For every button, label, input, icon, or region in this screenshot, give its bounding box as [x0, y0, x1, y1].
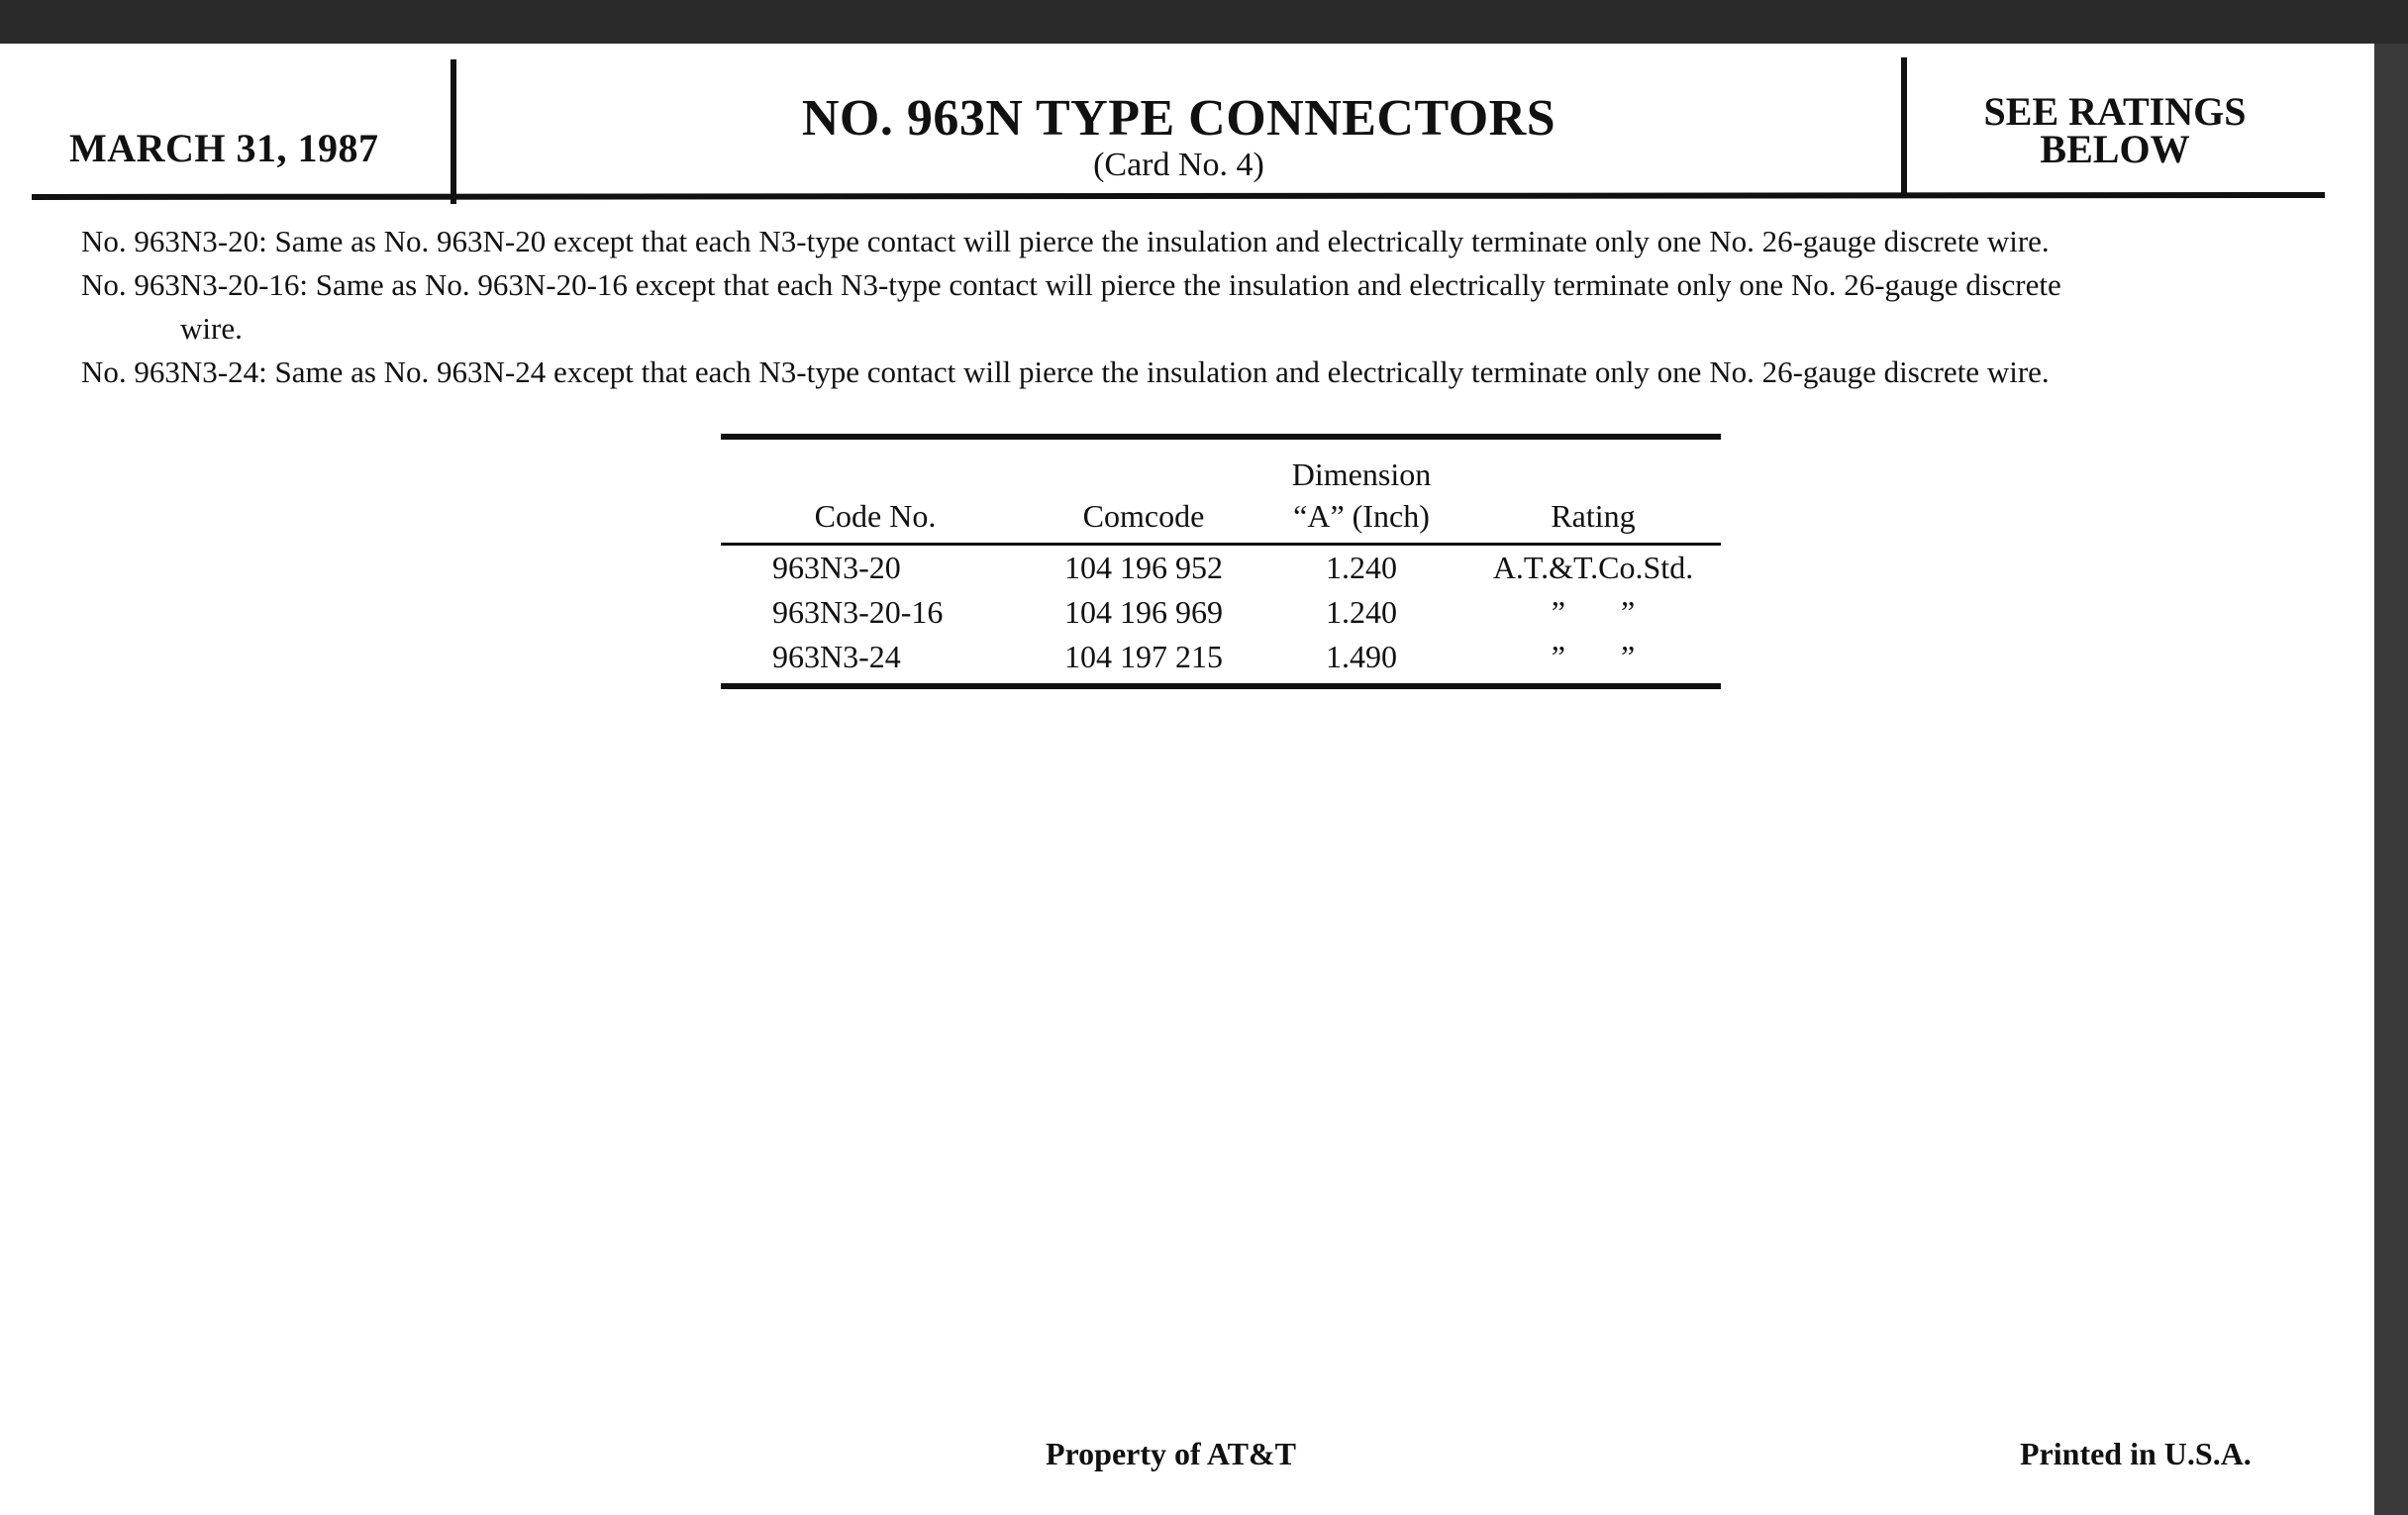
cell-comcode: 104 197 215 — [1064, 639, 1223, 674]
header-dimension-line-2: “A” (Inch) — [1293, 498, 1430, 534]
footer-property: Property of AT&T — [1046, 1436, 1296, 1471]
table-header-row — [721, 440, 1721, 543]
table-bottom-rule — [721, 683, 1721, 689]
ratings-note — [1907, 89, 2323, 171]
connector-table — [721, 440, 1721, 683]
cell-code: 963N3-24 — [772, 639, 901, 674]
ratings-line-1: SEE RATINGS — [1983, 89, 2247, 134]
notes-section — [81, 220, 2279, 394]
table-row — [721, 635, 1721, 683]
note-963n3-20-16-continued: wire. — [180, 311, 243, 346]
cell-dimension: 1.240 — [1326, 550, 1397, 585]
table-row — [721, 590, 1721, 635]
cell-rating: ” ” — [1551, 639, 1636, 674]
cell-comcode: 104 196 969 — [1064, 594, 1223, 630]
cell-dimension: 1.490 — [1326, 639, 1397, 674]
note-963n3-20: No. 963N3-20: Same as No. 963N-20 except that each N3-type contact will pierce the insulation and electrically terminate only one No. 26-gauge discrete wire. — [81, 224, 2050, 258]
header-dimension-line-1: Dimension — [1291, 456, 1432, 492]
cell-code: 963N3-20 — [772, 550, 901, 585]
header-dimension — [1257, 440, 1465, 543]
cell-code: 963N3-20-16 — [772, 594, 944, 630]
ratings-line-2: BELOW — [2040, 127, 2190, 171]
header-rating: Rating — [1551, 498, 1636, 534]
ratings-table — [721, 434, 1721, 689]
page-title: NO. 963N TYPE CONNECTORS — [801, 90, 1556, 147]
note-963n3-20-16: No. 963N3-20-16: Same as No. 963N-20-16 except that each N3-type contact will pierce the insulation and electrically terminate only one No. 26-gauge discrete — [81, 267, 2061, 302]
cell-dimension: 1.240 — [1326, 594, 1397, 630]
cell-rating: A.T.&T.Co.Std. — [1492, 550, 1694, 585]
header-comcode: Comcode — [1082, 498, 1205, 534]
footer-printed: Printed in U.S.A. — [2020, 1436, 2252, 1471]
header-code: Code No. — [814, 498, 937, 534]
cell-comcode: 104 196 952 — [1064, 550, 1223, 585]
cell-rating: ” ” — [1551, 594, 1636, 630]
note-963n3-24: No. 963N3-24: Same as No. 963N-24 except that each N3-type contact will pierce the insulation and electrically terminate only one No. 26-gauge discrete wire. — [81, 354, 2050, 389]
title-block — [456, 91, 1901, 184]
card-number: (Card No. 4) — [1093, 147, 1264, 183]
issue-date: MARCH 31, 1987 — [69, 126, 379, 170]
scan-edge — [2374, 44, 2408, 1515]
table-row — [721, 546, 1721, 590]
